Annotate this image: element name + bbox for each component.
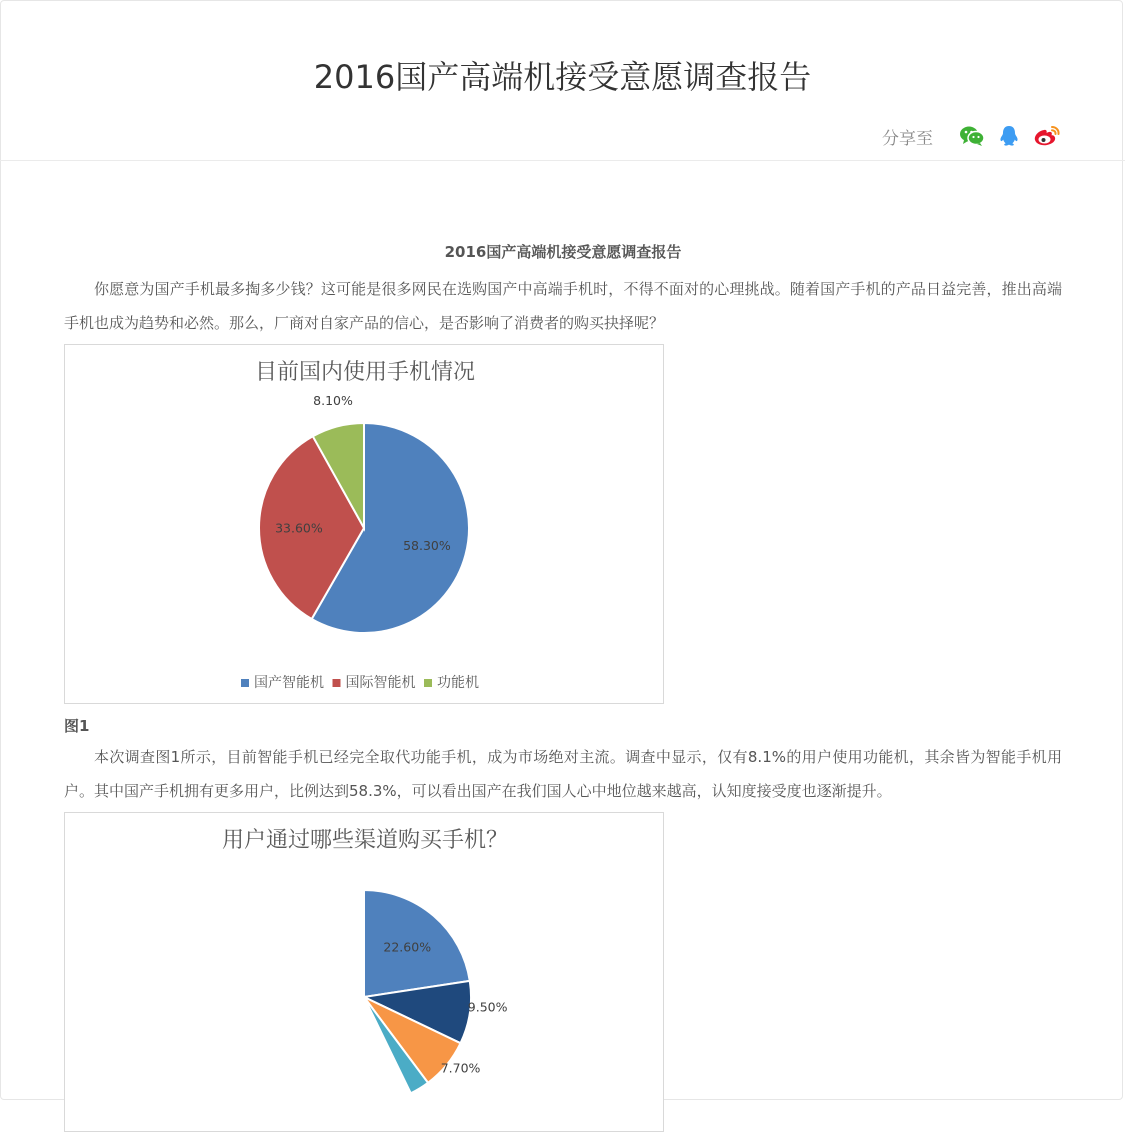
- pie-label-0: 22.60%: [383, 939, 432, 955]
- qq-icon[interactable]: [997, 124, 1021, 148]
- page-header: [0, 0, 1125, 161]
- legend-label-1: 国际智能机: [345, 675, 416, 691]
- fig1-paragraph: 本次调查图1所示，目前智能手机已经完全取代功能手机，成为市场绝对主流。调查中显示，仅有8.1%的用户使用功能机，其余皆为智能手机用户。其中国产手机拥有更多用户，比例达到58.3%，可以看出国产在我们国人心中地位越来越高，认知度接受度也逐渐提升。: [64, 748, 1062, 800]
- chart-phone-usage-svg: [65, 345, 665, 705]
- legend-swatch-1: [333, 679, 341, 687]
- pie-label-2: 7.70%: [440, 1060, 481, 1076]
- chart-purchase-channels: [64, 812, 664, 1132]
- legend-swatch-0: [241, 679, 249, 687]
- chart-title: 用户通过哪些渠道购买手机？: [221, 828, 509, 853]
- pie-label-1: 9.50%: [467, 999, 508, 1015]
- weibo-icon[interactable]: [1033, 124, 1061, 148]
- article-body: [64, 240, 1062, 1132]
- legend-swatch-2: [424, 679, 432, 687]
- chart-phone-usage: [64, 344, 664, 704]
- chart-purchase-channels-svg: [65, 813, 665, 1133]
- wechat-icon[interactable]: [959, 125, 985, 147]
- pie-label-0: 58.30%: [403, 537, 451, 553]
- page-title: 2016国产高端机接受意愿调查报告: [313, 58, 812, 96]
- legend-label-2: 功能机: [437, 675, 479, 691]
- chart-title: 目前国内使用手机情况: [254, 360, 476, 385]
- share-label: 分享至: [882, 128, 933, 149]
- legend-label-0: 国产智能机: [254, 675, 324, 691]
- article-title: 2016国产高端机接受意愿调查报告: [444, 243, 682, 261]
- share-bar: [882, 121, 1061, 151]
- pie-label-1: 33.60%: [275, 520, 323, 536]
- pie-label-2: 8.10%: [313, 392, 353, 408]
- figure-caption: 图1: [64, 717, 90, 735]
- intro-paragraph: 你愿意为国产手机最多掏多少钱？这可能是很多网民在选购国产中高端手机时，不得不面对的心理挑战。随着国产手机的产品日益完善，推出高端手机也成为趋势和必然。那么，厂商对自家产品的信心，是否影响了消费者的购买抉择呢？: [64, 280, 1062, 332]
